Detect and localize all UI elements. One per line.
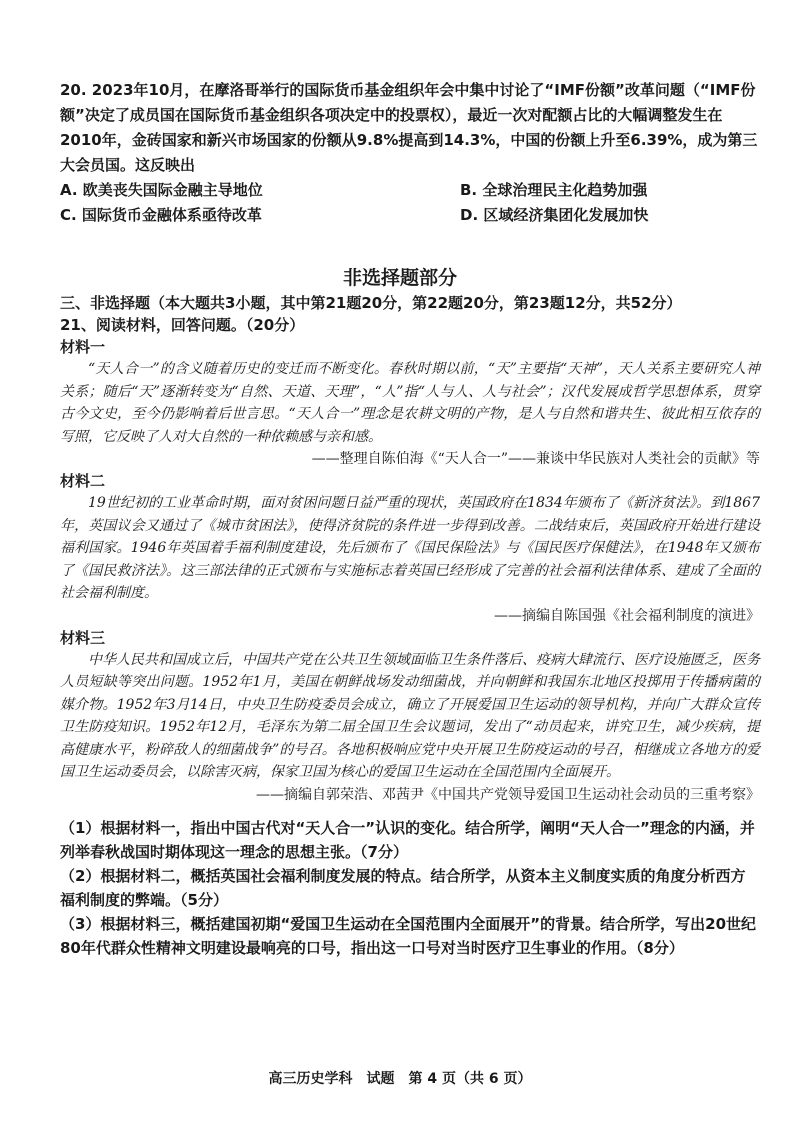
material-3-source: ——摘编自郭荣浩、邓茜尹《中国共产党领导爱国卫生运动社会动员的三重考察》 — [256, 786, 760, 803]
question-21-block — [60, 292, 760, 960]
option-b: B. 全球治理民主化趋势加强 — [460, 181, 648, 199]
question-20-stem: 20. 2023年10月，在摩洛哥举行的国际货币基金组织年会中集中讨论了“IMF份额”改革问题（“IMF份额”决定了成员国在国际货币基金组织各项决定中的投票权），最近一次对配额占比的大幅调整发生在2010年，金砖国家和新兴市场国家的份额从9.8%提高到14.3%，中国的份额上升至6.39%，成为第三大会员国。这反映出 — [60, 81, 758, 174]
material-3-body: 中华人民共和国成立后，中国共产党在公共卫生领域面临卫生条件落后、疫病大肆流行、医疗设施匮乏，医务人员短缺等突出问题。1952年1月，美国在朝鲜战场发动细菌战，并向朝鲜和我国东北地区投掷用于传播病菌的媒介物。1952年3月14日，中央卫生防疫委员会成立，确立了开展爱国卫生运动的领导机构，并向广大群众宣传卫生防疫知识。1952年12月，毛泽东为第二届全国卫生会议题词，发出了“动员起来，讲究卫生，减少疾病，提高健康水平，粉碎敌人的细菌战争”的号召。各地积极响应党中央开展卫生防疫运动的号召，相继成立各地方的爱国卫生运动委员会，以除害灭病，保家卫国为核心的爱国卫生运动在全国范围内全面展开。 — [60, 651, 760, 780]
material-2-source: ——摘编自陈国强《社会福利制度的演进》 — [494, 607, 760, 624]
page-footer: 高三历史学科 试题 第 4 页（共 6 页） — [268, 1071, 532, 1087]
material-1-source: ——整理自陈伯海《“天人合一”——兼谈中华民族对人类社会的贡献》等 — [311, 451, 760, 467]
question-21-title: 21、阅读材料，回答问题。（20分） — [60, 316, 305, 334]
question-20-options — [60, 178, 760, 228]
material-1-label: 材料一 — [60, 338, 106, 356]
sub-question-2: （2）根据材料二，概括英国社会福利制度发展的特点。结合所学，从资本主义制度实质的角度分析西方福利制度的弊端。（5分） — [60, 866, 746, 909]
option-d: D. 区域经济集团化发展加快 — [460, 206, 649, 224]
sub-question-3: （3）根据材料三，概括建国初期“爱国卫生运动在全国范围内全面展开”的背景。结合所学，写出20世纪80年代群众性精神文明建设最响亮的口号，指出这一口号对当时医疗卫生事业的作用。（8分） — [60, 914, 757, 957]
material-1-body: “天人合一”的含义随着历史的变迁而不断变化。春秋时期以前，“天”主要指“天神”，天人关系主要研究人神关系；随后“天”逐渐转变为“自然、天道、天理”，“人”指“人与人、人与社会”；汉代发展成哲学思想体系，贯穿古今文史，至今仍影响着后世言思。“天人合一”理念是农耕文明的产物，是人与自然和谐共生、彼此相互依存的写照，它反映了人对大自然的一种依赖感与亲和感。 — [60, 361, 760, 445]
option-c: C. 国际货币金融体系亟待改革 — [60, 206, 262, 224]
section-title: 非选择题部分 — [342, 267, 457, 289]
question-20 — [60, 78, 760, 228]
material-2-body: 19世纪初的工业革命时期，面对贫困问题日益严重的现状，英国政府在1834年颁布了《新济贫法》。到1867年，英国议会又通过了《城市贫困法》，使得济贫院的条件进一步得到改善。二战结束后，英国政府开始进行建设福利国家。1946年英国着手福利制度建设，先后颁布了《国民保险法》与《国民医疗保健法》，在1948年又颁布了《国民救济法》。这三部法律的正式颁布与实施标志着英国已经形成了完善的社会福利法律体系、建成了全面的社会福利制度。 — [60, 495, 760, 601]
material-3-label: 材料三 — [60, 628, 106, 647]
section-heading: 三、非选择题（本大题共3小题，其中第21题20分，第22题20分，第23题12分，共52分） — [60, 294, 682, 312]
option-a: A. 欧美丧失国际金融主导地位 — [60, 181, 263, 199]
sub-question-1: （1）根据材料一，指出中国古代对“天人合一”认识的变化。结合所学，阐明“天人合一”理念的内涵，并列举春秋战国时期体现这一理念的思想主张。（7分） — [60, 818, 755, 861]
material-2-label: 材料二 — [60, 472, 106, 490]
